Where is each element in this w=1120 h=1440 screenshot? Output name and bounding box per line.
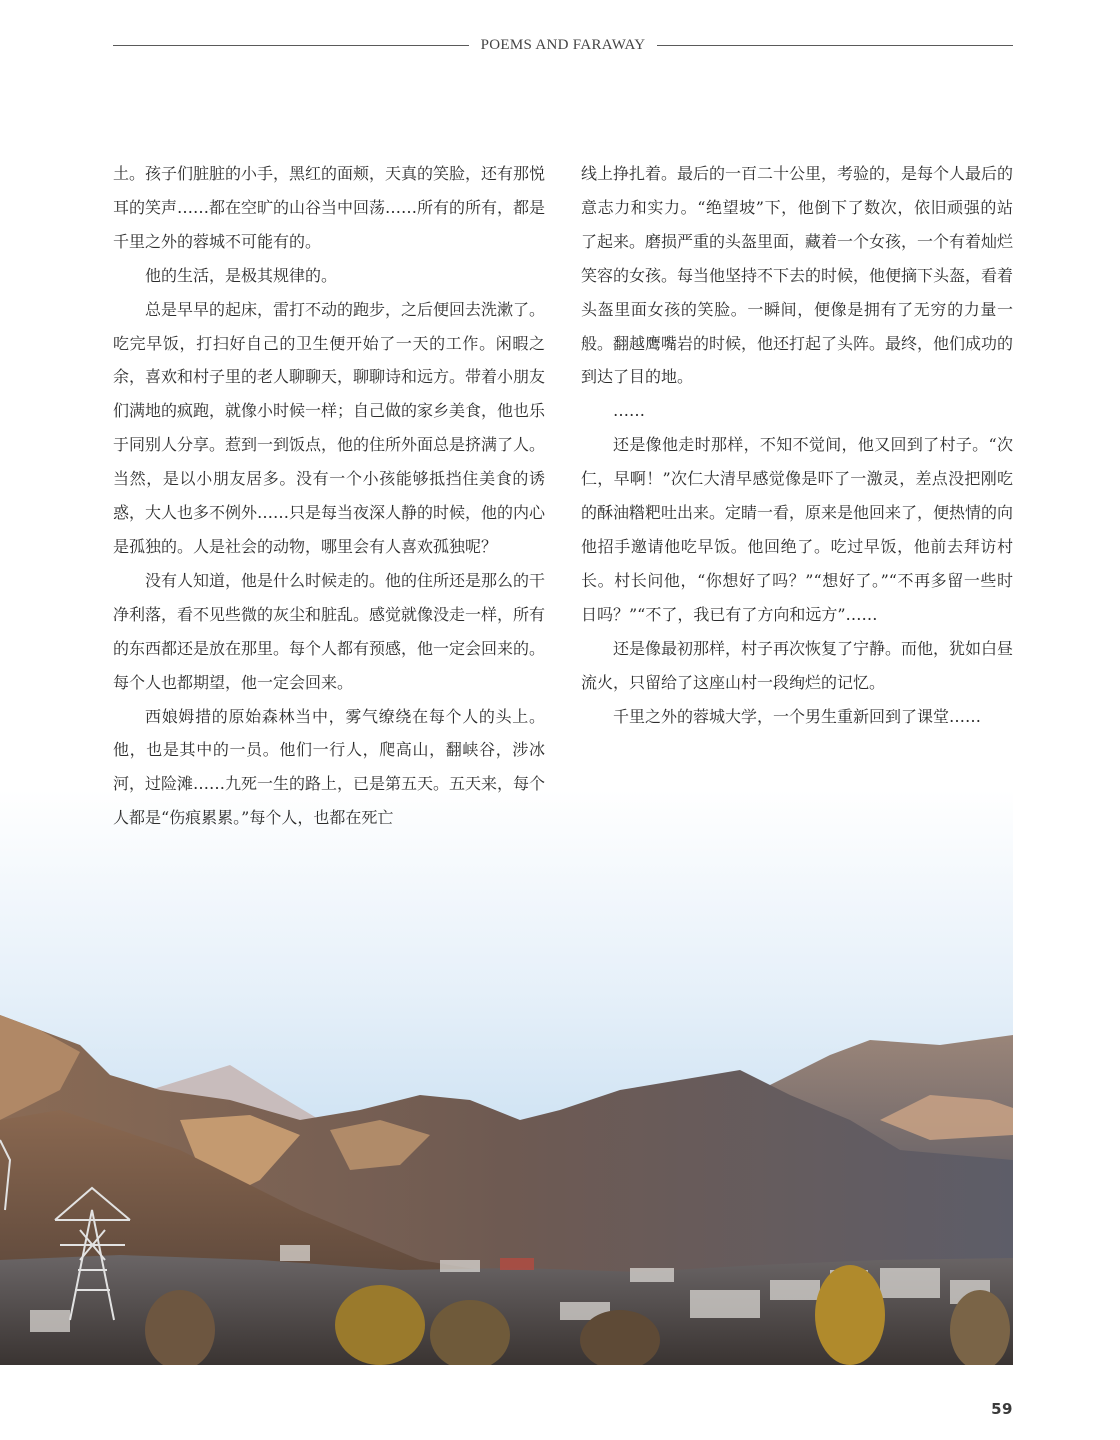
paragraph: …… — [613, 401, 645, 421]
header-title: POEMS AND FARAWAY — [480, 36, 646, 53]
paragraph: 土。孩子们脏脏的小手，黑红的面颊，天真的笑脸，还有那悦耳的笑声……都在空旷的山谷当中回荡……所有的所有，都是千里之外的蓉城不可能有的。 — [113, 164, 546, 251]
body-text-right-column — [581, 157, 1013, 733]
paragraph: 线上挣扎着。最后的一百二十公里，考验的，是每个人最后的意志力和实力。“绝望坡”下，他倒下了数次，依旧顽强的站了起来。磨损严重的头盔里面，藏着一个女孩，一个有着灿烂笑容的女孩。每当他坚持不下去的时候，他便摘下头盔，看着头盔里面女孩的笑脸。一瞬间，便像是拥有了无穷的力量一般。翻越鹰嘴岩的时候，他还打起了头阵。最终，他们成功的到达了目的地。 — [581, 164, 1014, 387]
paragraph: 还是像最初那样，村子再次恢复了宁静。而他，犹如白昼流火，只留给了这座山村一段绚烂的记忆。 — [581, 638, 1014, 692]
paragraph: 总是早早的起床，雷打不动的跑步，之后便回去洗漱了。吃完早饭，打扫好自己的卫生便开始了一天的工作。闲暇之余，喜欢和村子里的老人聊聊天，聊聊诗和远方。带着小朋友们满地的疯跑，就像小时候一样；自己做的家乡美食，他也乐于同别人分享。惹到一到饭点，他的住所外面总是挤满了人。当然，是以小朋友居多。没有一个小孩能够抵挡住美食的诱惑，大人也多不例外……只是每当夜深人静的时候，他的内心是孤独的。人是社会的动物，哪里会有人喜欢孤独呢？ — [113, 299, 546, 556]
paragraph: 西娘姆措的原始森林当中，雾气缭绕在每个人的头上。他，也是其中的一员。他们一行人，爬高山，翻峡谷，涉冰河，过险滩……九死一生的路上，已是第五天。五天来，每个人都是“伤痕累累。”每个人，也都在死亡 — [113, 706, 546, 828]
paragraph: 没有人知道，他是什么时候走的。他的住所还是那么的干净利落，看不见些微的灰尘和脏乱。感觉就像没走一样，所有的东西都还是放在那里。每个人都有预感，他一定会回来的。每个人也都期望，他一定会回来。 — [113, 570, 546, 692]
header-rule-left — [113, 45, 469, 46]
paragraph: 他的生活，是极其规律的。 — [145, 265, 338, 285]
mountain-landscape-photo — [0, 790, 1013, 1365]
running-header — [113, 32, 1013, 58]
paragraph: 还是像他走时那样，不知不觉间，他又回到了村子。“次仁，早啊！”次仁大清早感觉像是吓了一激灵，差点没把刚吃的酥油糌粑吐出来。定睛一看，原来是他回来了，便热情的向他招手邀请他吃早饭。他回绝了。吃过早饭，他前去拜访村长。村长问他，“你想好了吗？”“想好了。”“不再多留一些时日吗？”“不了，我已有了方向和远方”…… — [581, 435, 1014, 624]
paragraph: 千里之外的蓉城大学，一个男生重新回到了课堂…… — [613, 706, 982, 726]
page-number: 59 — [991, 1400, 1013, 1418]
body-text-left-column — [113, 157, 545, 835]
header-rule-right — [657, 45, 1013, 46]
